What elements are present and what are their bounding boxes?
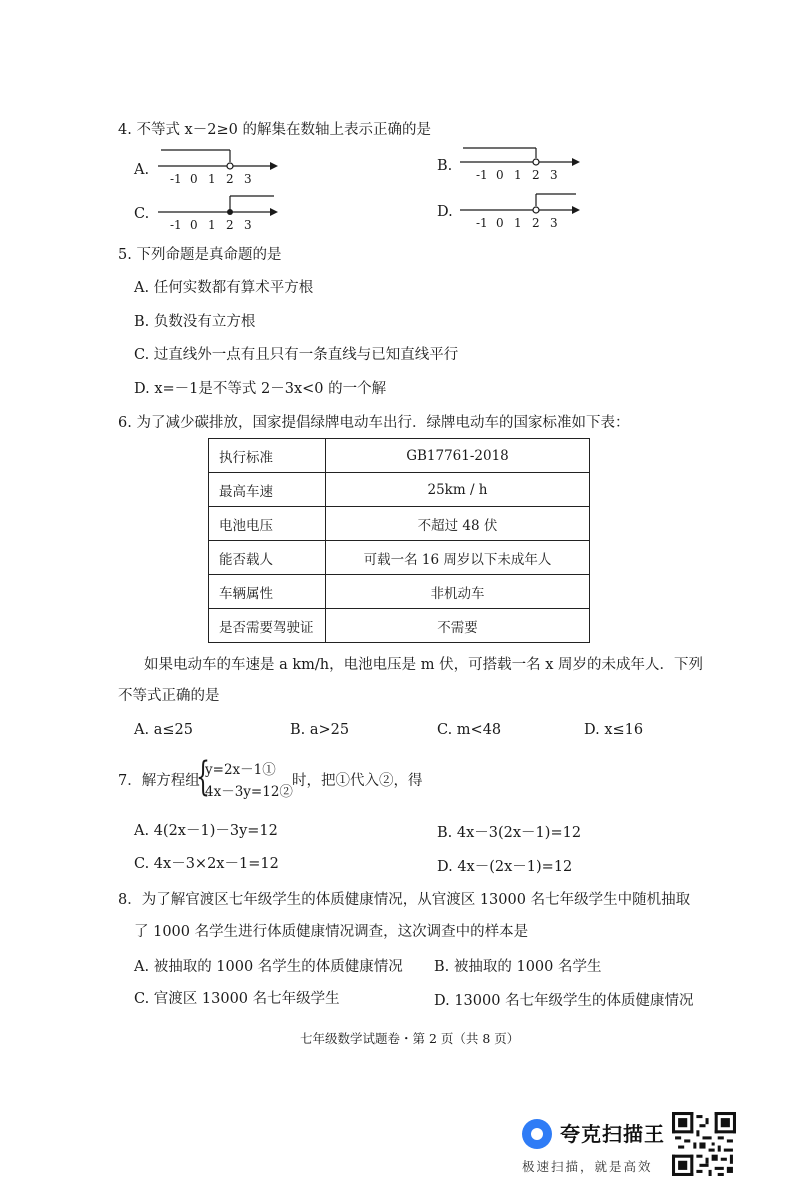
q7-option-d: D. 4x－(2x－1)=12 [437, 859, 573, 875]
tick-label: 3 [550, 216, 558, 230]
q7-suffix: 时，把①代入②，得 [292, 773, 423, 789]
tick-label: -1 [170, 172, 182, 186]
table-cell-key: 最高车速 [209, 473, 326, 507]
table-cell-key: 车辆属性 [209, 575, 326, 609]
tick-label: 1 [208, 218, 216, 232]
table-cell-key: 执行标准 [209, 439, 326, 473]
q6-standard-table [208, 438, 590, 643]
tick-label: 3 [244, 218, 252, 232]
qr-code-icon [672, 1112, 736, 1176]
tick-label: 1 [514, 216, 522, 230]
q6-text-line1: 如果电动车的车速是 a km/h，电池电压是 m 伏，可搭载一名 x 周岁的未成年人．下列 [144, 657, 703, 673]
q7-option-a: A. 4(2x－1)－3y=12 [134, 823, 278, 839]
q6-option-b: B. a>25 [290, 722, 350, 738]
tick-label: 1 [514, 168, 522, 182]
q4-option-d-label: D. [437, 204, 453, 220]
q8-stem-line1: 8．为了解官渡区七年级学生的体质健康情况，从官渡区 13000 名七年级学生中随机抽取 [118, 892, 691, 908]
q4-stem: 4. 不等式 x－2≥0 的解集在数轴上表示正确的是 [118, 122, 431, 138]
tick-label: 3 [550, 168, 558, 182]
table-cell-value: 不需要 [326, 609, 590, 643]
q8-stem-line2: 了 1000 名学生进行体质健康情况调查，这次调查中的样本是 [134, 924, 529, 940]
q6-text-line2: 不等式正确的是 [118, 688, 220, 704]
q6-option-a: A. a≤25 [134, 722, 193, 738]
q5-option-b: B. 负数没有立方根 [134, 314, 256, 330]
q6-stem: 6. 为了减少碳排放，国家提倡绿牌电动车出行．绿牌电动车的国家标准如下表： [118, 415, 630, 431]
table-row [209, 541, 590, 575]
tick-label: 0 [496, 216, 504, 230]
q4-option-b-label: B. [437, 158, 453, 174]
q5-option-c: C. 过直线外一点有且只有一条直线与已知直线平行 [134, 347, 459, 363]
tick-label: 0 [190, 218, 198, 232]
table-cell-key: 是否需要驾驶证 [209, 609, 326, 643]
q8-option-d: D. 13000 名七年级学生的体质健康情况 [434, 993, 694, 1009]
tick-label: 2 [226, 172, 234, 186]
table-row [209, 473, 590, 507]
q7-equation-1: y=2x－1① [205, 762, 276, 778]
table-cell-key: 电池电压 [209, 507, 326, 541]
tick-label: -1 [170, 218, 182, 232]
q4-option-b-numberline [460, 142, 580, 182]
tick-label: 2 [532, 168, 540, 182]
q4-option-a-label: A. [134, 162, 150, 178]
q7-option-b: B. 4x－3(2x－1)=12 [437, 825, 582, 841]
q4-option-c-label: C. [134, 206, 150, 222]
scanner-brand-name: 夸克扫描王 [560, 1122, 665, 1146]
table-cell-value: 不超过 48 伏 [326, 507, 590, 541]
q7-prefix: 7．解方程组 [118, 773, 200, 789]
q5-option-d: D. x=－1是不等式 2－3x<0 的一个解 [134, 381, 387, 397]
q4-option-a-numberline [158, 146, 278, 186]
scanner-slogan: 极速扫描，就是高效 [522, 1159, 653, 1174]
q7-option-c: C. 4x－3×2x－1=12 [134, 856, 279, 872]
tick-label: -1 [476, 216, 488, 230]
tick-label: -1 [476, 168, 488, 182]
table-cell-value: GB17761-2018 [326, 439, 590, 473]
q4-option-d-numberline [460, 190, 580, 230]
q8-option-c: C. 官渡区 13000 名七年级学生 [134, 991, 340, 1007]
tick-label: 3 [244, 172, 252, 186]
table-row [209, 507, 590, 541]
table-cell-value: 可载一名 16 周岁以下未成年人 [326, 541, 590, 575]
q5-stem: 5. 下列命题是真命题的是 [118, 247, 282, 263]
scanner-logo-icon [522, 1119, 552, 1149]
table-row [209, 575, 590, 609]
page-footer: 七年级数学试题卷・第 2 页（共 8 页） [300, 1031, 520, 1046]
q5-option-a: A. 任何实数都有算术平方根 [134, 280, 314, 296]
tick-label: 0 [496, 168, 504, 182]
table-cell-value: 25km / h [326, 473, 590, 507]
q6-option-c: C. m<48 [437, 722, 502, 738]
q6-option-d: D. x≤16 [584, 722, 644, 738]
tick-label: 1 [208, 172, 216, 186]
brace-glyph: { [196, 754, 210, 800]
tick-label: 2 [226, 218, 234, 232]
q8-option-b: B. 被抽取的 1000 名学生 [434, 959, 602, 975]
tick-label: 0 [190, 172, 198, 186]
table-cell-key: 能否载人 [209, 541, 326, 575]
table-cell-value: 非机动车 [326, 575, 590, 609]
tick-label: 2 [532, 216, 540, 230]
q4-option-c-numberline [158, 192, 278, 232]
table-row [209, 609, 590, 643]
table-row [209, 439, 590, 473]
q7-equation-2: 4x－3y=12② [205, 784, 293, 800]
q8-option-a: A. 被抽取的 1000 名学生的体质健康情况 [134, 959, 403, 975]
